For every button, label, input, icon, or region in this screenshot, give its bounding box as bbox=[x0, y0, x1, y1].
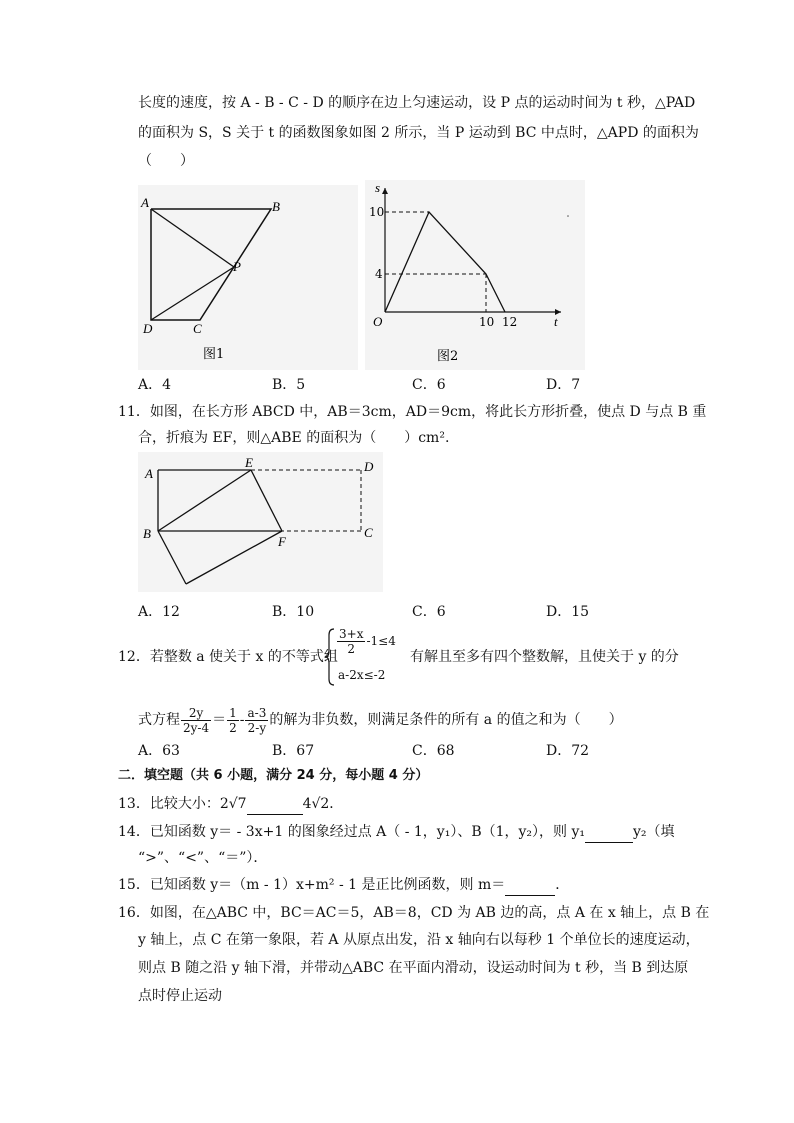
fig2-caption: 图2 bbox=[437, 349, 459, 364]
q12-frac3-den: 2-y bbox=[247, 720, 267, 735]
q16-line3: 则点 B 随之沿 y 轴下滑，并带动△ABC 在平面内滑动，设运动时间为 t 秒，当 B 到达原 bbox=[138, 960, 689, 976]
fig2-tick-10: 10 bbox=[369, 205, 385, 219]
q16-line1: 16．如图，在△ABC 中，BC＝AC＝5，AB＝8，CD 为 AB 边的高，点 A 在 x 轴上，点 B 在 bbox=[118, 905, 710, 921]
q10-line2: 的面积为 S，S 关于 t 的函数图象如图 2 所示，当 P 运动到 BC 中点时，△APD 的面积为 bbox=[138, 125, 699, 141]
q11-line1: 11．如图，在长方形 ABCD 中，AB＝3cm，AD＝9cm，将此长方形折叠，使点 D 与点 B 重 bbox=[118, 404, 707, 420]
fig1-label-P: P bbox=[233, 259, 241, 274]
q12-option-b[interactable]: B．67 bbox=[272, 743, 315, 759]
q12-frac1-num: 2y bbox=[181, 706, 211, 721]
q11-label-A: A bbox=[145, 466, 153, 481]
q12-ineq1-rest: -1≤4 bbox=[366, 634, 396, 648]
q12-frac2-num: 1 bbox=[229, 705, 237, 720]
q15-answer-blank[interactable] bbox=[505, 875, 555, 896]
q13-post: 4√2． bbox=[302, 796, 344, 812]
fig2-label-O: O bbox=[373, 314, 383, 329]
q10-option-d[interactable]: D．7 bbox=[546, 377, 581, 393]
q10-option-b[interactable]: B．5 bbox=[272, 377, 306, 393]
q12-option-d[interactable]: D．72 bbox=[546, 743, 590, 759]
q14-line2: “>”、“<”、“＝”）． bbox=[138, 850, 268, 866]
q12-frac1-den: 2y-4 bbox=[183, 720, 210, 735]
fig1-label-A: A bbox=[141, 195, 149, 210]
q10-line1: 长度的速度，按 A - B - C - D 的顺序在边上匀速运动，设 P 点的运动时间为 t 秒，△PAD bbox=[138, 95, 696, 111]
q12-ineq1-fraction bbox=[337, 627, 365, 656]
q12-ineq1-den: 2 bbox=[347, 642, 356, 656]
q15 bbox=[118, 875, 569, 896]
q11-label-B: B bbox=[143, 526, 151, 541]
fig2-tick-4: 4 bbox=[375, 267, 383, 281]
q12-option-a[interactable]: A．63 bbox=[138, 743, 180, 759]
q12-option-c[interactable]: C．68 bbox=[412, 743, 455, 759]
q12-line2-post: 的解为非负数，则满足条件的所有 a 的值之和为（ ） bbox=[269, 712, 623, 728]
q10-figure2 bbox=[365, 180, 585, 370]
q12-ineq1-num: 3+x bbox=[339, 627, 364, 641]
q12-frac3-num: a-3 bbox=[247, 705, 267, 720]
q15-post: ． bbox=[555, 877, 570, 893]
q12-frac2 bbox=[227, 706, 239, 735]
q14-answer-blank[interactable] bbox=[585, 822, 633, 843]
q11-option-c[interactable]: C．6 bbox=[412, 604, 446, 620]
q10-figure1 bbox=[138, 185, 358, 370]
q12-prefix: 12．若整数 a 使关于 x 的不等式组 bbox=[118, 649, 338, 665]
q11-label-F: F bbox=[278, 534, 286, 549]
q12-eq: ＝ bbox=[212, 712, 227, 728]
q10-option-a[interactable]: A．4 bbox=[138, 377, 172, 393]
fig2-label-t: t bbox=[554, 314, 558, 329]
q10-option-c[interactable]: C．6 bbox=[412, 377, 446, 393]
q14-post: y₂（填 bbox=[633, 824, 675, 840]
fig1-label-B: B bbox=[272, 199, 280, 214]
q12-line2-pre: 式方程 bbox=[138, 712, 180, 728]
q15-pre: 15．已知函数 y＝（m - 1）x+m² - 1 是正比例函数，则 m＝ bbox=[118, 877, 506, 893]
fig1-caption: 图1 bbox=[203, 347, 225, 362]
q12-frac2-den: 2 bbox=[229, 720, 237, 735]
q16-line2: y 轴上，点 C 在第一象限，若 A 从原点出发，沿 x 轴向右以每秒 1 个单位长的速度运动， bbox=[138, 932, 700, 948]
q11-label-E: E bbox=[245, 455, 253, 470]
q11-figure bbox=[138, 452, 383, 592]
q12-line2 bbox=[138, 703, 623, 737]
q12-ineq2: a-2x≤-2 bbox=[338, 668, 386, 682]
q12-suffix: 有解且至多有四个整数解，且使关于 y 的分 bbox=[410, 649, 679, 665]
fig1-label-C: C bbox=[193, 321, 202, 336]
q11-option-a[interactable]: A．12 bbox=[138, 604, 180, 620]
fig1-label-D: D bbox=[143, 321, 153, 336]
q13 bbox=[118, 794, 343, 815]
q11-line2: 合，折痕为 EF，则△ABE 的面积为（ ）cm². bbox=[138, 430, 450, 446]
fig2-tick-x12: 12 bbox=[502, 315, 518, 329]
fig2-label-s: s bbox=[375, 180, 381, 195]
fig2-tick-x10: 10 bbox=[479, 315, 495, 329]
q11-label-D: D bbox=[364, 459, 374, 474]
q12-frac3 bbox=[245, 706, 268, 735]
q12-inequality-system bbox=[324, 627, 410, 687]
q12-minus: - bbox=[239, 712, 245, 728]
q13-pre: 13．比较大小：2√7 bbox=[118, 796, 247, 812]
q11-option-d[interactable]: D．15 bbox=[546, 604, 590, 620]
q14-pre: 14．已知函数 y＝ - 3x+1 的图象经过点 A（ - 1，y₁）、B（1，y₂），则 y₁ bbox=[118, 824, 586, 840]
q11-label-C: C bbox=[364, 525, 373, 540]
q13-answer-blank[interactable] bbox=[247, 794, 303, 815]
q16-line4: 点时停止运动 bbox=[138, 988, 222, 1004]
section2-heading: 二．填空题（共 6 小题，满分 24 分，每小题 4 分） bbox=[118, 768, 429, 783]
q12-frac1 bbox=[181, 706, 211, 735]
q10-line3: （ ） bbox=[138, 153, 194, 169]
q14 bbox=[118, 822, 675, 843]
q11-option-b[interactable]: B．10 bbox=[272, 604, 315, 620]
